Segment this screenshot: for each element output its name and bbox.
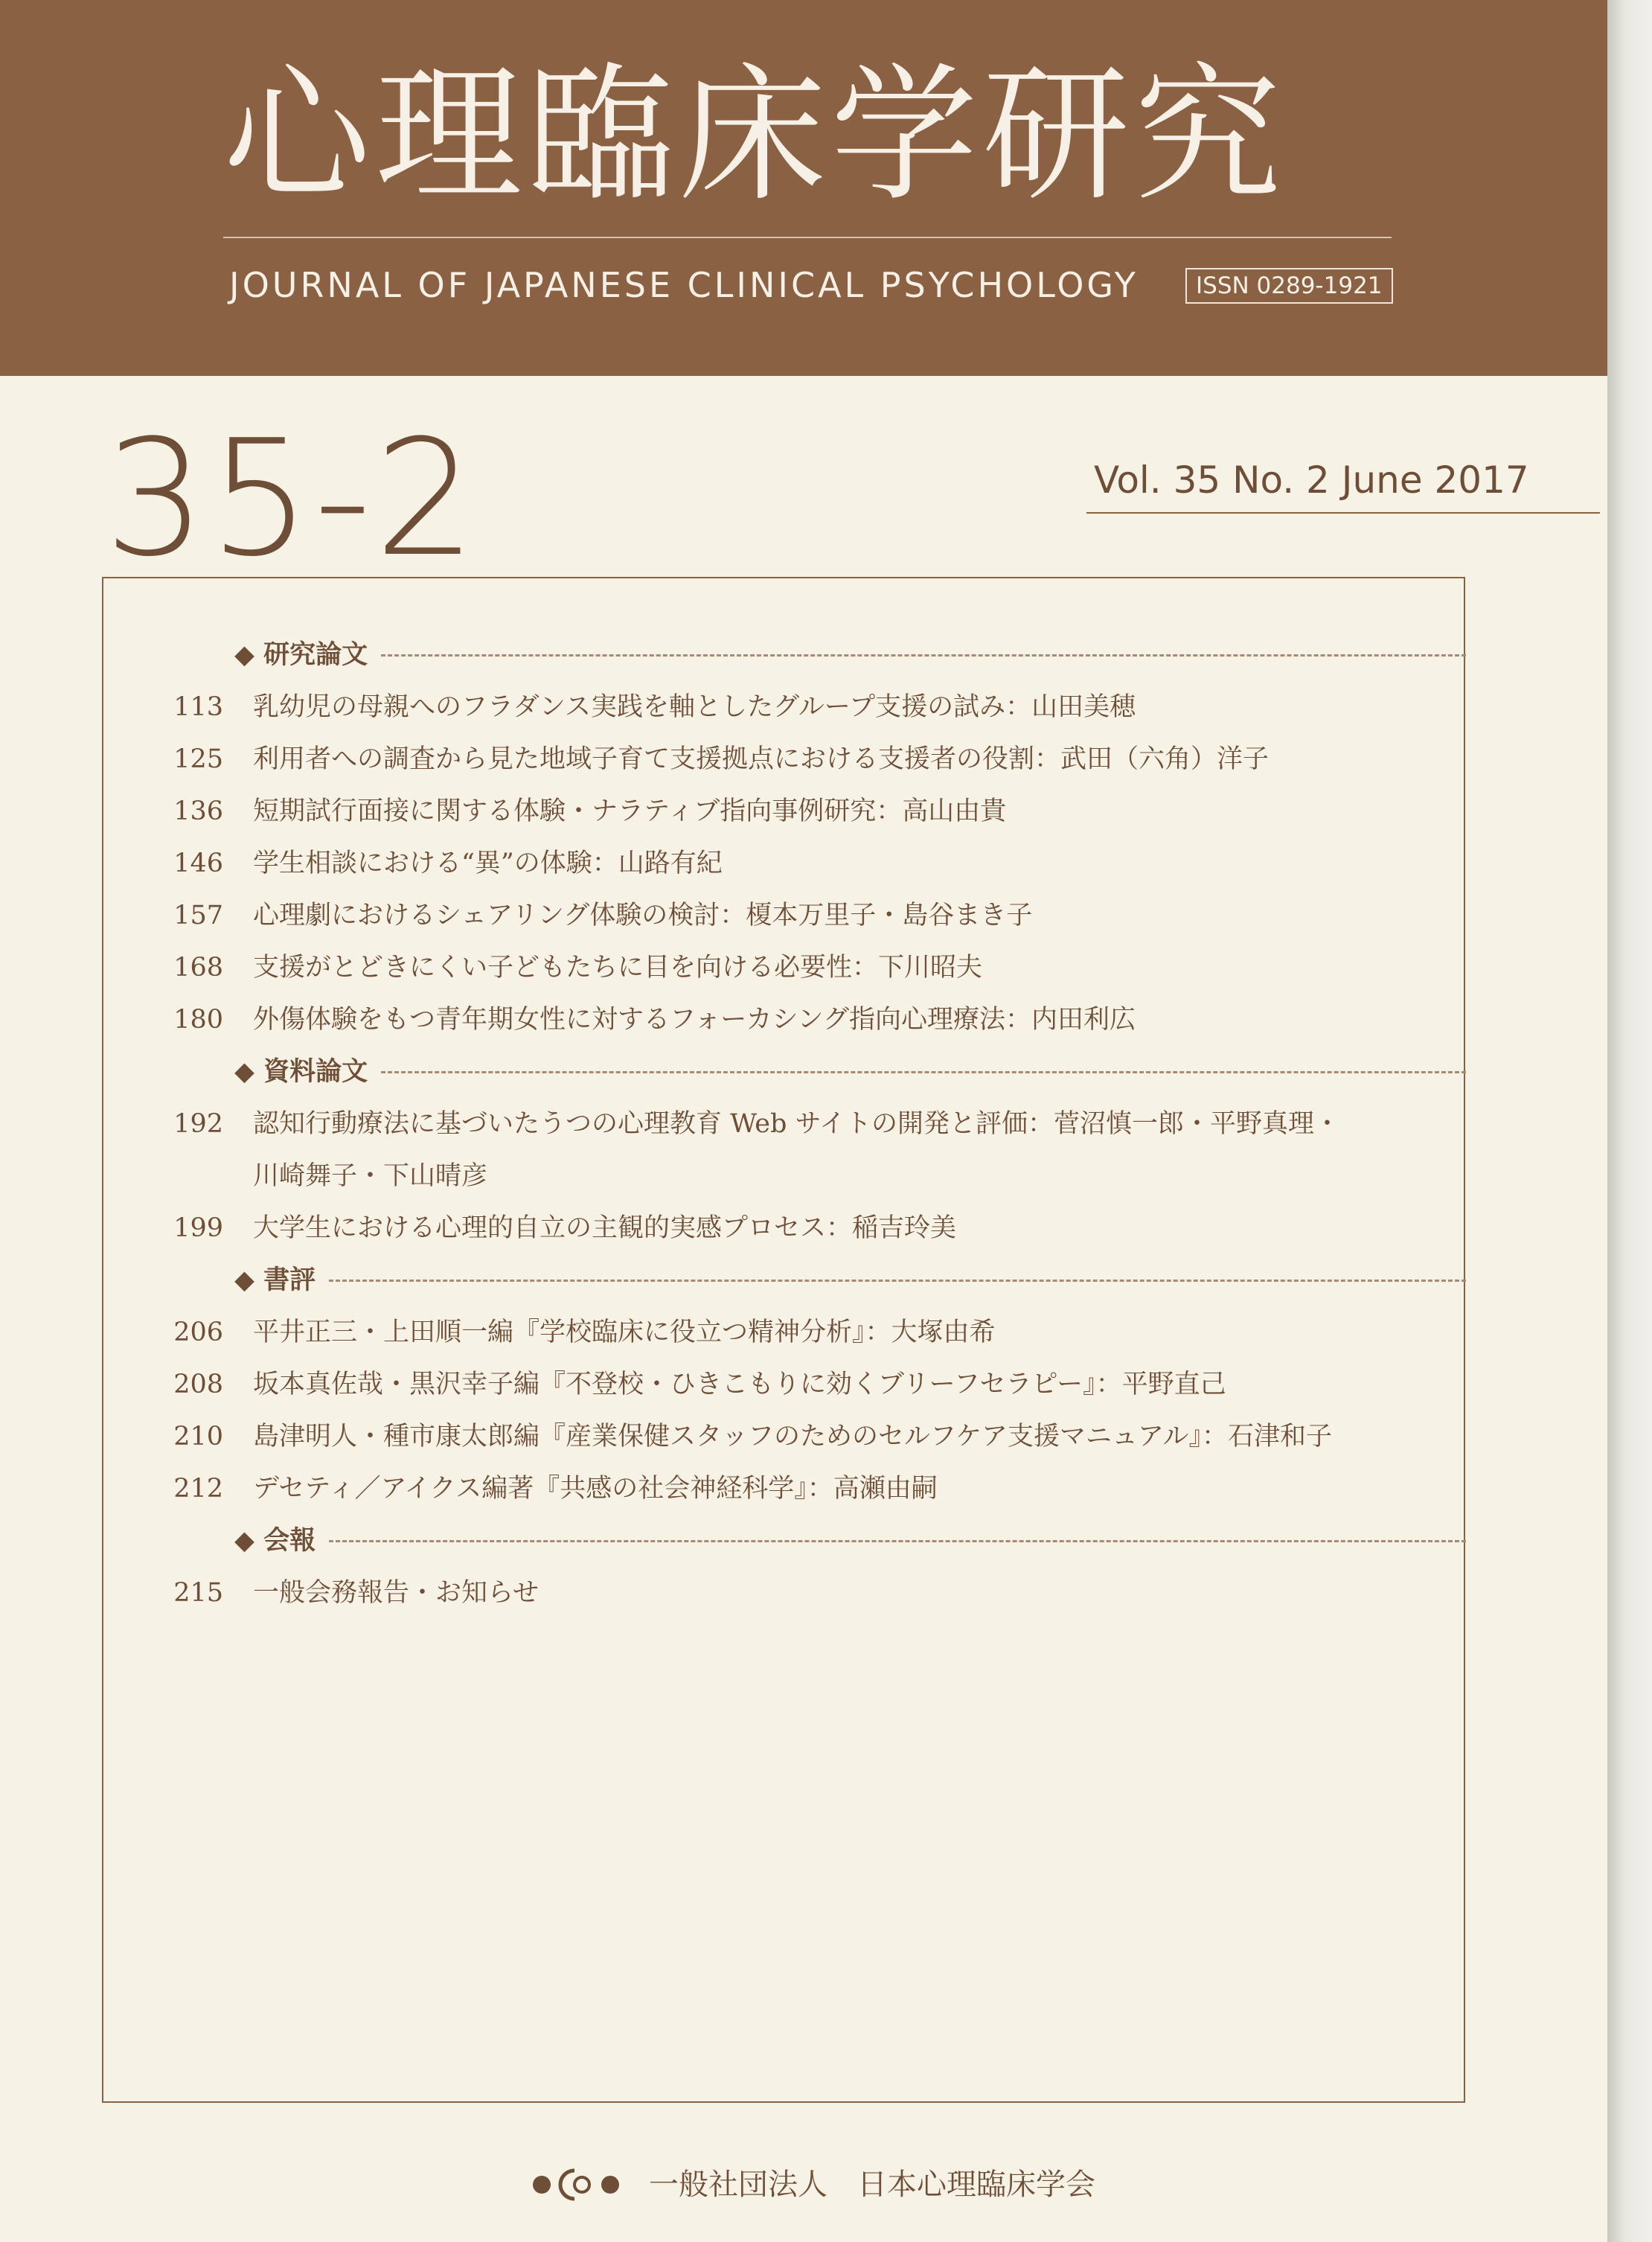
toc-entry (145, 994, 1466, 1046)
toc-entry (145, 942, 1466, 994)
article-title-author: 大学生における心理的自立の主観的実感プロセス：稲吉玲美 (253, 1213, 957, 1243)
page-number: 192 (173, 1109, 223, 1139)
article-title-author: 短期試行面接に関する体験・ナラティブ指向事例研究：高山由貴 (253, 796, 1007, 826)
issn-badge: ISSN 0289-1921 (1185, 268, 1393, 304)
article-title-author: 学生相談における“異”の体験：山路有紀 (253, 849, 723, 878)
page-number: 113 (173, 692, 223, 722)
toc-entry (145, 837, 1466, 890)
article-title-author: 川崎舞子・下山晴彦 (253, 1161, 488, 1191)
section-heading: ◆ 研究論文 (234, 639, 368, 670)
toc-entry (145, 890, 1466, 942)
toc-entry (145, 1306, 1466, 1358)
issue-number: 35-2 (104, 405, 479, 592)
article-title-author: 坂本真佐哉・黒沢幸子編『不登校・ひきこもりに効くブリーフセラピー』：平野直己 (253, 1370, 1226, 1399)
dashed-leader (329, 1280, 1466, 1282)
article-title-author: 心理劇におけるシェアリング体験の検討：榎本万里子・島谷まき子 (253, 901, 1033, 930)
section-heading: ◆ 会報 (234, 1525, 316, 1556)
table-of-contents (145, 629, 1466, 1619)
volume-divider (1086, 512, 1600, 514)
toc-entry (145, 1098, 1466, 1150)
toc-section (145, 629, 1466, 681)
article-title-author: 利用者への調査から見た地域子育て支援拠点における支援者の役割：武田（六角）洋子 (253, 744, 1270, 774)
dashed-leader (381, 1071, 1466, 1073)
title-divider (223, 237, 1392, 238)
page-edge (1607, 0, 1652, 2242)
section-heading: ◆ 書評 (234, 1265, 316, 1295)
page-number: 146 (173, 849, 223, 878)
toc-section (145, 1046, 1466, 1098)
article-title-author: 島津明人・種市康太郎編『産業保健スタッフのためのセルフケア支援マニュアル』：石津和子 (253, 1422, 1333, 1451)
volume-info: Vol. 35 No. 2 June 2017 (1094, 459, 1529, 502)
section-heading: ◆ 資料論文 (234, 1056, 368, 1087)
toc-section (145, 1254, 1466, 1306)
article-title-author: 一般会務報告・お知らせ (253, 1578, 539, 1608)
page-number: 210 (173, 1422, 223, 1451)
publisher-footer (528, 2155, 1095, 2214)
page-number: 157 (173, 901, 223, 930)
toc-entry (145, 681, 1466, 733)
page-number: 206 (173, 1318, 223, 1347)
article-title-author: 支援がとどきにくい子どもたちに目を向ける必要性：下川昭夫 (253, 953, 983, 983)
article-title-author: 外傷体験をもつ青年期女性に対するフォーカシング指向心理療法：内田利広 (253, 1005, 1136, 1035)
journal-title: 心理臨床学研究 (223, 49, 1286, 221)
page-number: 125 (173, 744, 223, 774)
page-number: 215 (173, 1578, 223, 1608)
journal-english-title: JOURNAL OF JAPANESE CLINICAL PSYCHOLOGY (229, 265, 1139, 305)
page-number: 136 (173, 796, 223, 826)
page-number: 168 (173, 953, 223, 983)
toc-entry (145, 733, 1466, 785)
toc-entry (145, 1411, 1466, 1463)
publisher-name: 一般社団法人 日本心理臨床学会 (649, 2168, 1095, 2202)
dashed-leader (381, 654, 1466, 657)
toc-entry (145, 1150, 1466, 1202)
header-band (0, 0, 1607, 376)
article-title-author: 認知行動療法に基づいたうつの心理教育 Web サイトの開発と評価：菅沼慎一郎・平野真理・ (253, 1109, 1341, 1139)
toc-entry (145, 1202, 1466, 1254)
toc-entry (145, 1358, 1466, 1411)
page-number: 180 (173, 1005, 223, 1035)
article-title-author: デセティ／アイクス編著『共感の社会神経科学』：高瀬由嗣 (253, 1474, 938, 1504)
page-number: 212 (173, 1474, 223, 1504)
page-number: 199 (173, 1213, 223, 1243)
article-title-author: 平井正三・上田順一編『学校臨床に役立つ精神分析』：大塚由希 (253, 1318, 996, 1347)
society-logo-icon (528, 2166, 633, 2203)
toc-entry (145, 785, 1466, 837)
dashed-leader (329, 1540, 1466, 1542)
toc-section (145, 1515, 1466, 1567)
page-number: 208 (173, 1370, 223, 1399)
article-title-author: 乳幼児の母親へのフラダンス実践を軸としたグループ支援の試み：山田美穂 (253, 692, 1136, 722)
toc-entry (145, 1567, 1466, 1619)
toc-entry (145, 1463, 1466, 1515)
